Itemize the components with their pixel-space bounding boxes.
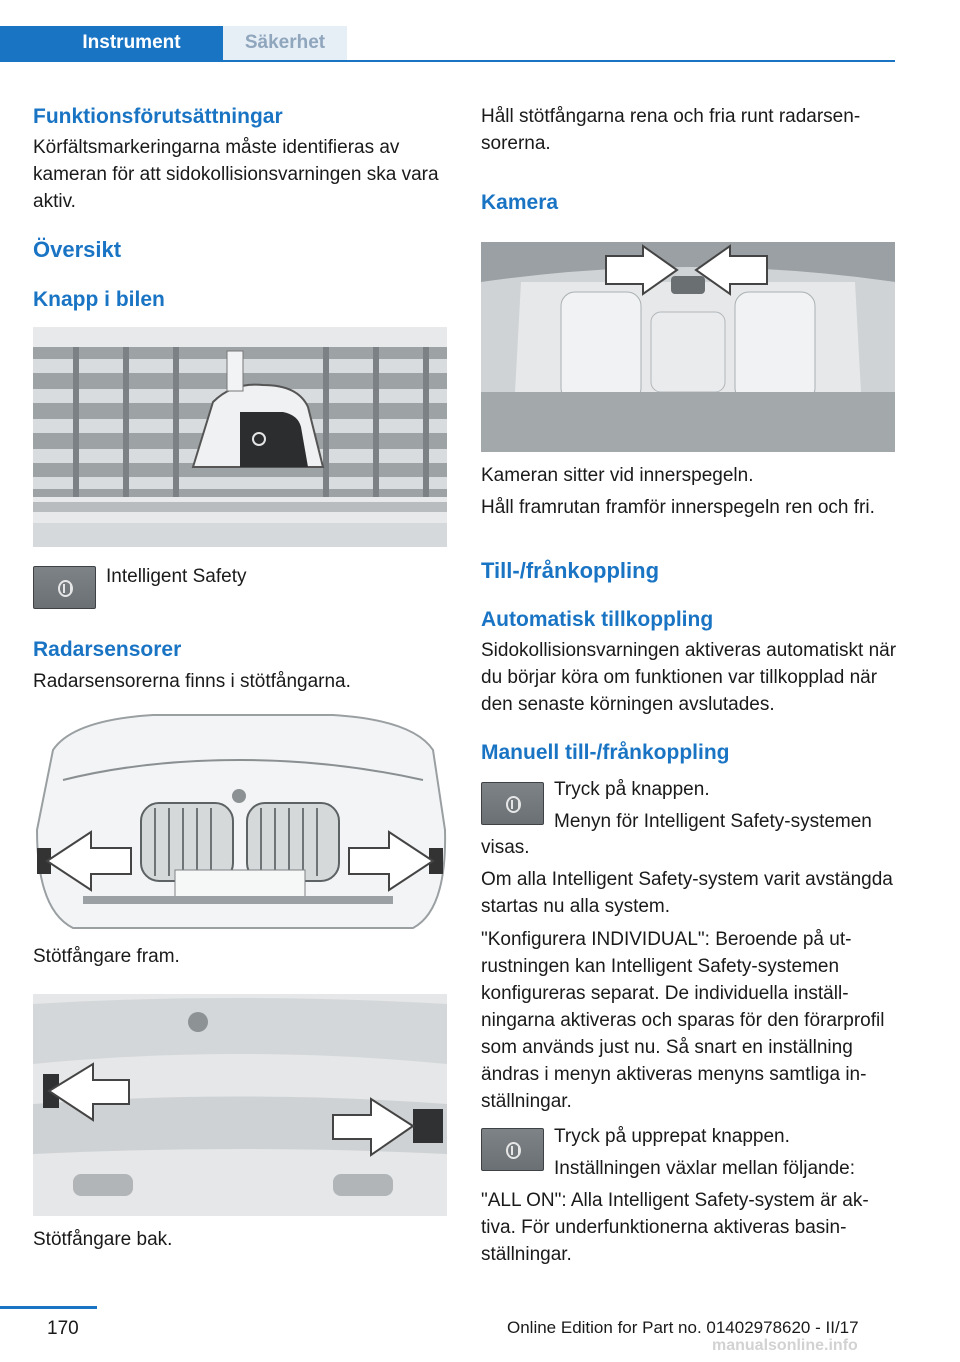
front-caption: Stötfångare fram. (33, 946, 180, 967)
header-rule (0, 60, 895, 62)
paragraph-all-on: "ALL ON": Alla Intelligent Safety-system är aktiva. För underfunktionerna aktiveras basinställningar. (481, 1190, 869, 1265)
windshield-text: Håll framrutan framför innerspegeln ren och fri. (481, 497, 875, 518)
tab-sakerhet[interactable]: Säkerhet (223, 26, 347, 60)
heading-funktionsforutsattningar: Funktionsförutsättningar (33, 105, 283, 128)
paragraph-requirements: Körfältsmarkeringarna måste identifieras av kameran för att sidokollisionsvarningen ska vara aktiv. (33, 137, 439, 212)
paragraph-radar: Radarsensorerna finns i stötfångarna. (33, 671, 351, 692)
paragraph-all-off: Om alla Intelligent Safety-system varit avstängda startas nu alla system. (481, 869, 893, 917)
step1-result-line1: Menyn för Intelligent Safety-systemen (554, 811, 872, 832)
heading-manuell: Manuell till-/frånkoppling (481, 741, 730, 764)
step2-button-icon (481, 1128, 544, 1171)
heading-automatisk-tillkoppling: Automatisk tillkoppling (481, 608, 714, 631)
page-number: 170 (47, 1318, 79, 1339)
edition-text: Online Edition for Part no. 01402978620 - II/17 (507, 1318, 859, 1337)
heading-till-frankoppling: Till-/frånkoppling (481, 558, 660, 583)
rear-bumper-image (33, 994, 447, 1216)
heading-knapp-i-bilen: Knapp i bilen (33, 288, 165, 311)
front-bumper-image (33, 710, 447, 932)
camera-location-text: Kameran sitter vid innerspegeln. (481, 465, 754, 486)
button-caption: Intelligent Safety (106, 566, 247, 587)
paragraph-keep-clean: Håll stötfångarna rena och fria runt radarsensorerna. (481, 106, 861, 154)
heading-kamera: Kamera (481, 191, 559, 214)
rear-caption: Stötfångare bak. (33, 1229, 173, 1250)
paragraph-automatic: Sidokollisionsvarningen aktiveras automatiskt när du börjar köra om funktionen var tillkopplad när den senaste körningen avslutades. (481, 640, 897, 715)
footer-rule (0, 1306, 97, 1309)
paragraph-individual: "Konfigurera INDIVIDUAL": Beroende på utrustningen kan Intelligent Safety-systemen konfigureras separat. De individuella inställningarna aktiveras och sparas för den förarprofil som används just nu. Så snart en inställning ändras i menyn aktiveras menyns samtliga inställningar. (481, 929, 885, 1112)
button-photo (33, 327, 447, 547)
tab-instrument[interactable]: Instrument (0, 26, 223, 60)
step1-text: Tryck på knappen. (554, 779, 710, 800)
intelligent-safety-button-icon (33, 566, 96, 609)
camera-photo (481, 242, 895, 452)
step1-button-icon (481, 782, 544, 825)
heading-oversikt: Översikt (33, 237, 122, 262)
watermark: manualsonline.info (712, 1337, 858, 1354)
step1-result-line2: visas. (481, 837, 530, 858)
heading-radarsensorer: Radarsensorer (33, 638, 182, 661)
step2-result: Inställningen växlar mellan följande: (554, 1158, 856, 1179)
step2-text: Tryck på upprepat knappen. (554, 1126, 790, 1147)
chapter-tabs (0, 26, 895, 62)
